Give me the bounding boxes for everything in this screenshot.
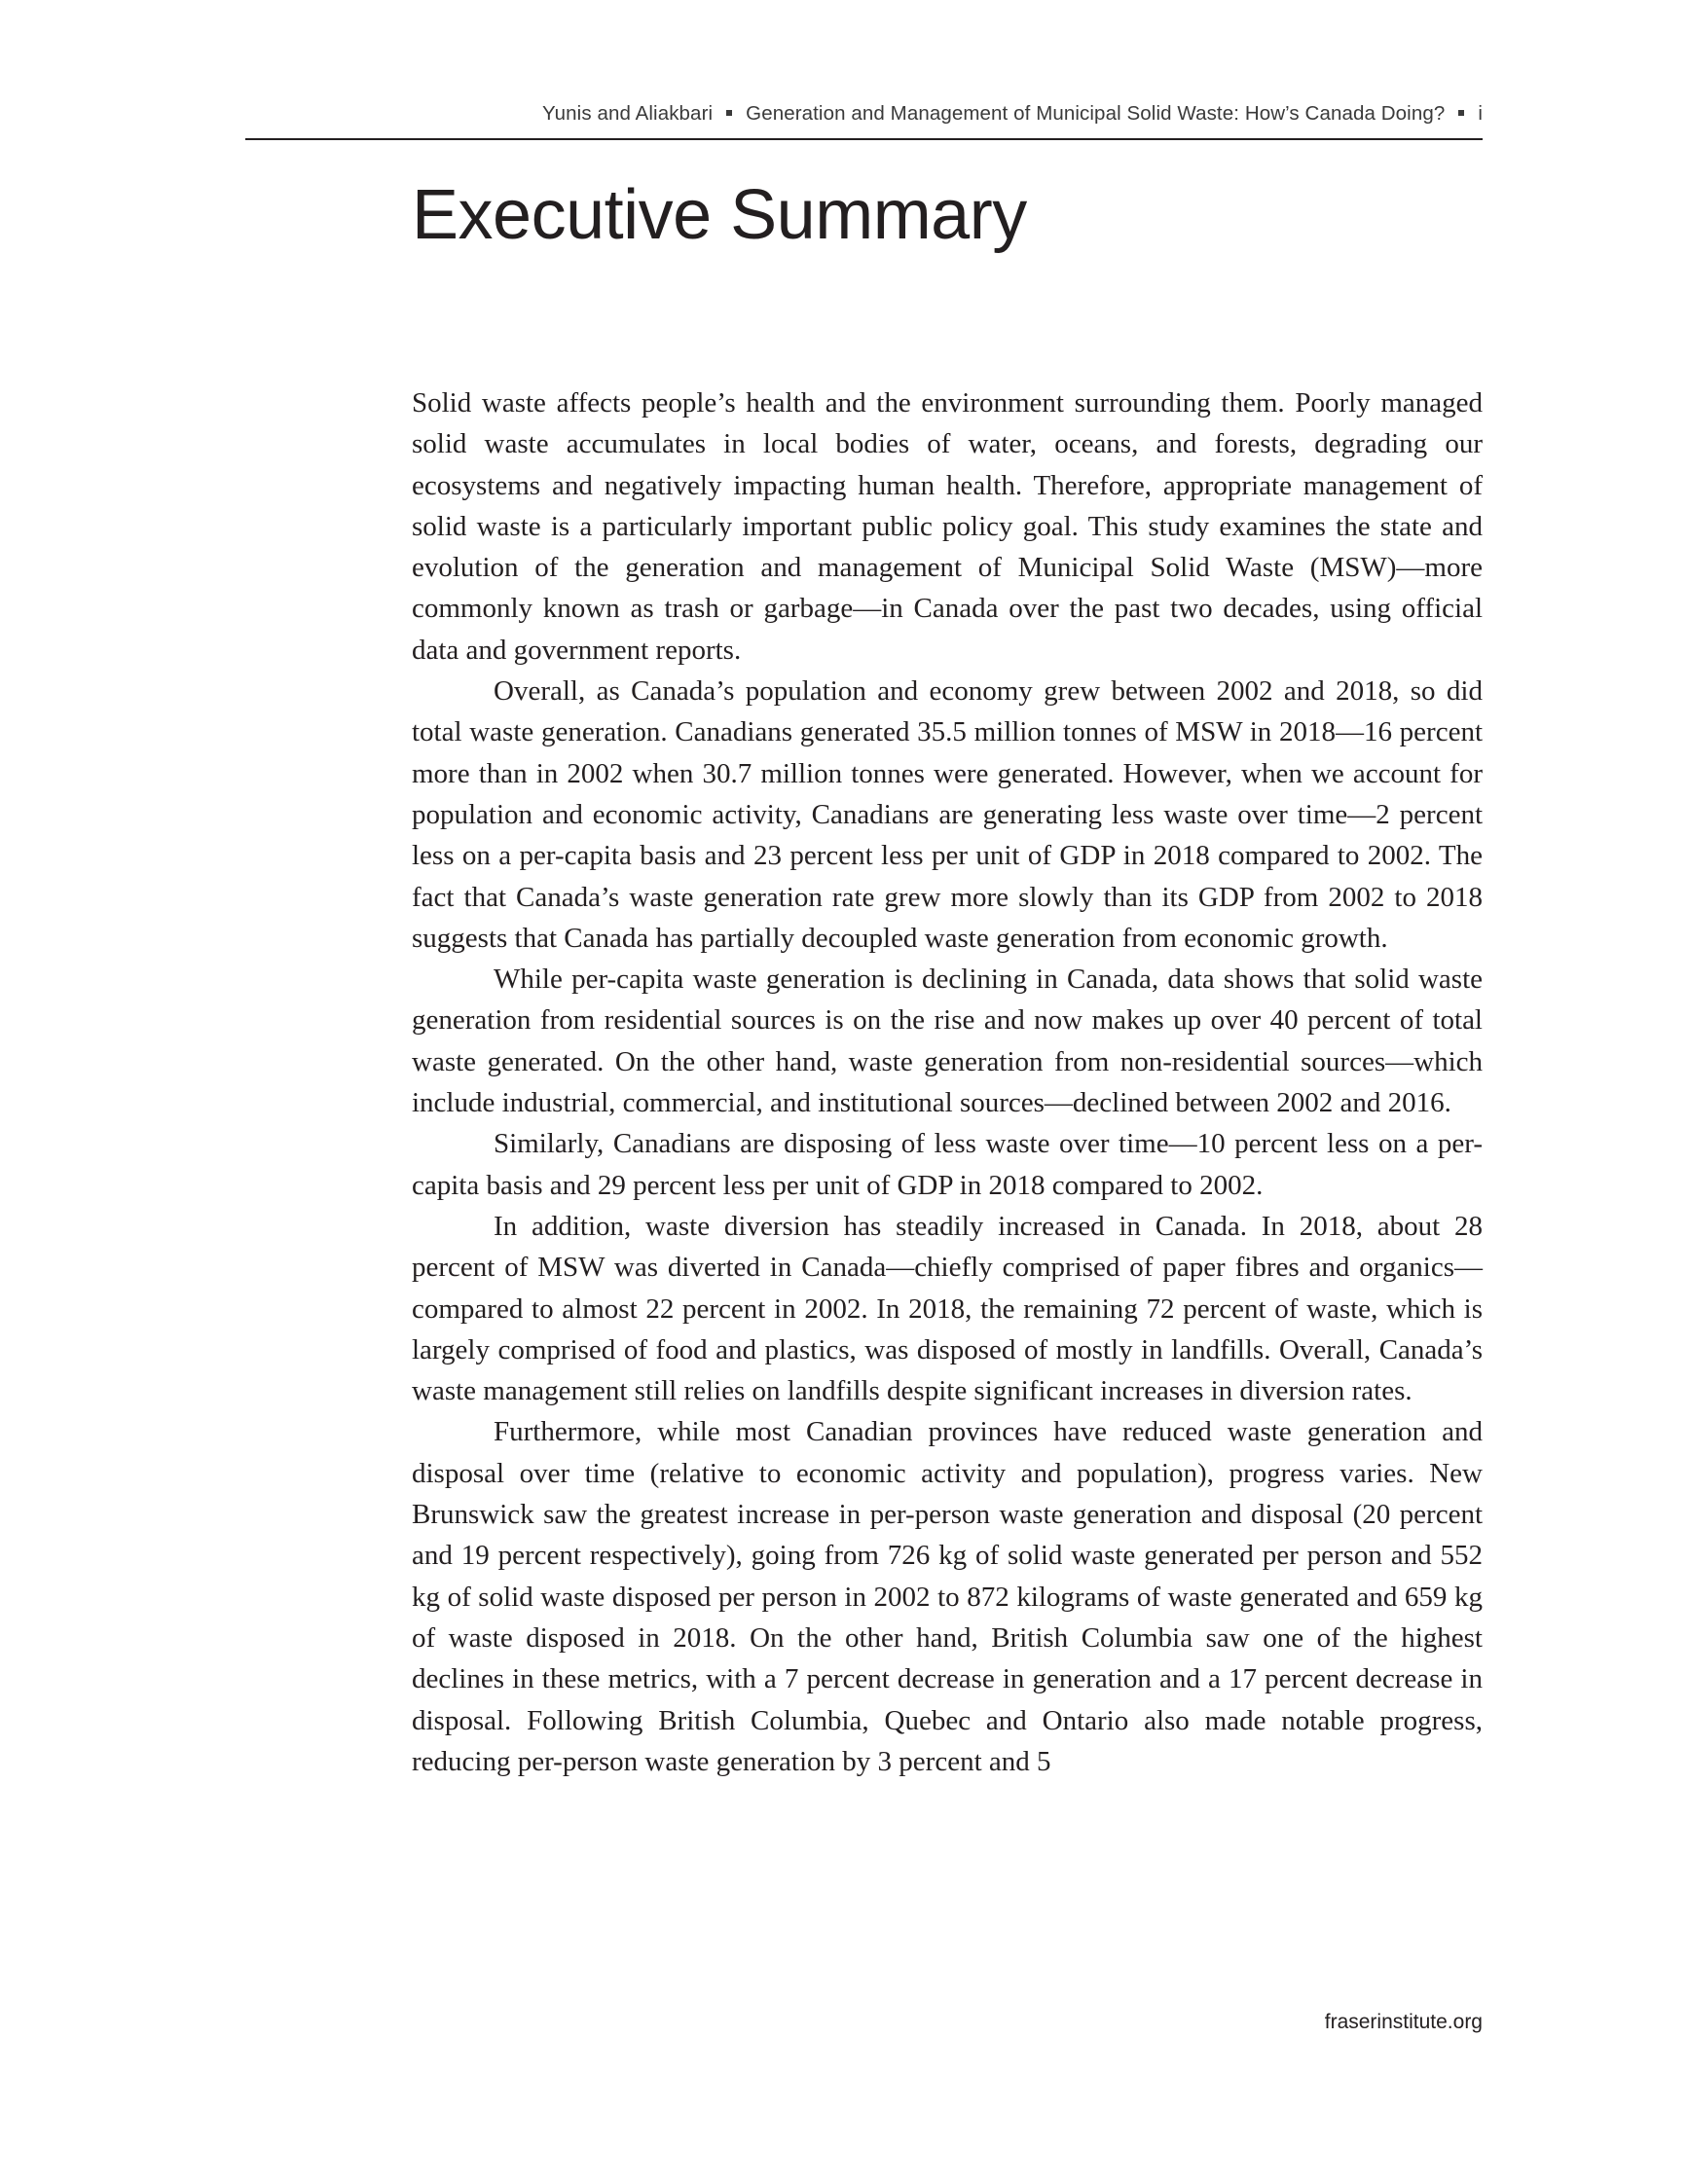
paragraph: While per-capita waste generation is declining in Canada, data shows that solid waste generation from residential sources is on the rise and now makes up over 40 percent of total waste generated. On the other hand, waste generation from non-residential sources—which include industrial, commercial, and institutional sources—declined between 2002 and 2016. [412, 964, 1483, 1119]
header-publication-title: Generation and Management of Municipal Solid Waste: How’s Canada Doing? [746, 102, 1446, 125]
header-divider [245, 138, 1483, 140]
page-title: Executive Summary [412, 176, 1027, 254]
running-header [542, 102, 1483, 126]
square-bullet-icon [726, 110, 732, 116]
footer-url: fraserinstitute.org [1324, 2011, 1483, 2033]
paragraph: Furthermore, while most Canadian provinces have reduced waste generation and disposal over time (relative to economic activity and population), progress varies. New Brunswick saw the greatest increase in per-person waste generation and disposal (20 percent and 19 percent respectively), going from 726 kg of solid waste generated per person and 552 kg of solid waste disposed per person in 2002 to 872 kilograms of waste generated and 659 kg of waste disposed in 2018. On the other hand, British Columbia saw one of the highest declines in these metrics, with a 7 percent decrease in generation and a 17 percent decrease in disposal. Following British Columbia, Quebec and Ontario also made notable progress, reducing per-person waste generation by 3 percent and 5 [412, 1416, 1483, 1777]
paragraph: In addition, waste diversion has steadily increased in Canada. In 2018, about 28 percent of MSW was diverted in Canada—chiefly comprised of paper fibres and organics—compared to almost 22 percent in 2002. In 2018, the remaining 72 percent of waste, which is largely comprised of food and plastics, was disposed of mostly in landfills. Overall, Canada’s waste management still relies on landfills despite significant increases in diversion rates. [412, 1210, 1483, 1407]
square-bullet-icon [1458, 110, 1464, 116]
paragraph: Overall, as Canada’s population and economy grew between 2002 and 2018, so did total waste generation. Canadians generated 35.5 million tonnes of MSW in 2018—16 percent more than in 2002 when 30.7 million tonnes were generated. However, when we account for population and economic activity, Canadians are generating less waste over time—2 percent less on a per-capita basis and 23 percent less per unit of GDP in 2018 compared to 2002. The fact that Canada’s waste generation rate grew more slowly than its GDP from 2002 to 2018 suggests that Canada has partially decoupled waste generation from economic growth. [412, 675, 1483, 954]
paragraph: Similarly, Canadians are disposing of less waste over time—10 percent less on a per-capita basis and 29 percent less per unit of GDP in 2018 compared to 2002. [412, 1128, 1483, 1201]
header-authors: Yunis and Aliakbari [542, 102, 714, 125]
paragraph: Solid waste affects people’s health and the environment surrounding them. Poorly managed solid waste accumulates in local bodies of water, oceans, and forests, degrading our ecosystems and negatively impacting human health. Therefore, appropriate management of solid waste is a particularly important public policy goal. This study examines the state and evolution of the generation and management of Municipal Solid Waste (MSW)—more commonly known as trash or garbage—in Canada over the past two decades, using official data and government reports. [412, 387, 1483, 666]
header-page-number: i [1478, 102, 1483, 125]
body-text [412, 382, 1483, 1782]
